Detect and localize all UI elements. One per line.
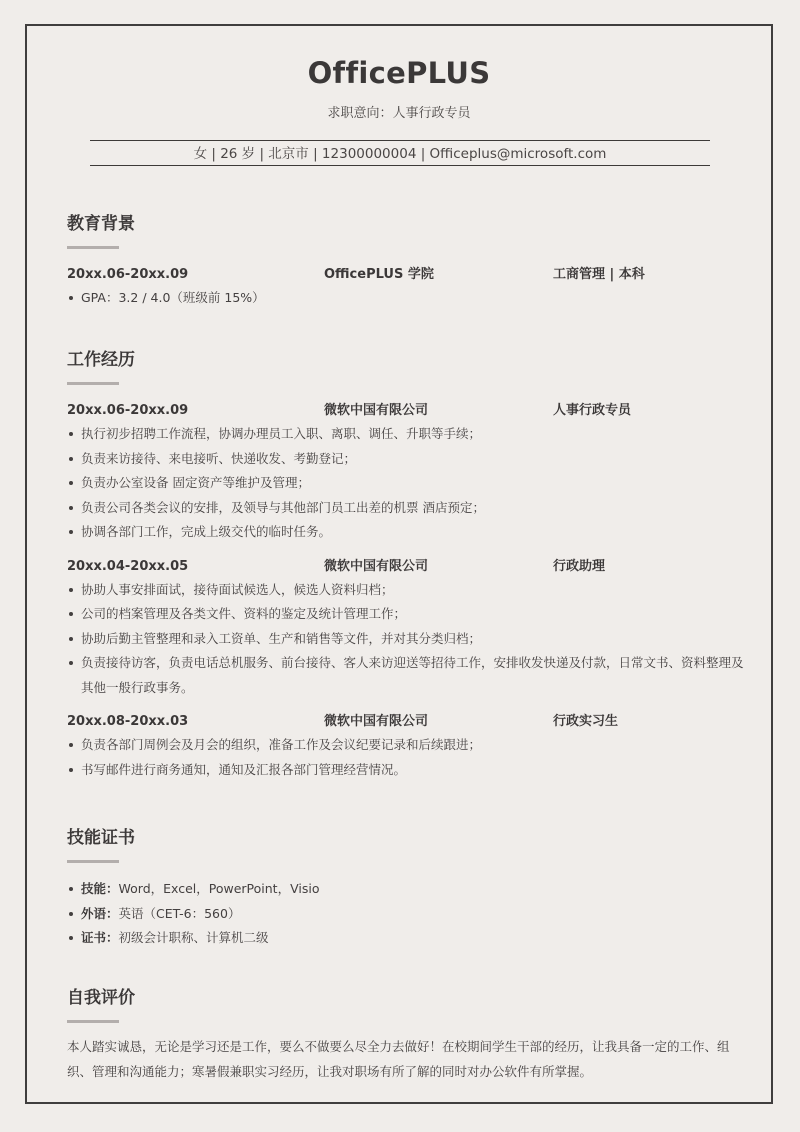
skill-key: 技能： (81, 881, 119, 896)
list-item: 公司的档案管理及各类文件、资料的鉴定及统计管理工作； (67, 602, 747, 627)
job-date: 20xx.04-20xx.05 (67, 558, 189, 574)
work-section (67, 348, 747, 782)
list-item (67, 926, 747, 951)
job-bullets (67, 578, 747, 701)
job-date: 20xx.08-20xx.03 (67, 714, 189, 729)
list-item (67, 877, 747, 902)
education-major: 工商管理 | 本科 (553, 267, 645, 282)
list-item: 负责来访接待、来电接听、快递收发、考勤登记； (67, 447, 747, 472)
job-company: 微软中国有限公司 (324, 558, 429, 574)
list-item (67, 902, 747, 927)
education-section (67, 212, 747, 311)
list-item: 负责接待访客，负责电话总机服务、前台接待、客人来访迎送等招待工作，安排收发快递及付款，日常文书、资料整理及其他一般行政事务。 (67, 651, 747, 700)
skill-key: 外语： (81, 905, 119, 921)
job-role: 行政实习生 (553, 714, 619, 729)
evaluation-text: 本人踏实诚恳，无论是学习还是工作，要么不做要么尽全力去做好！在校期间学生干部的经历，让我具备一定的工作、组织、管理和沟通能力；寒暑假兼职实习经历，让我对职场有所了解的同时对办公软件有所掌握。 (67, 1039, 730, 1079)
section-divider (67, 860, 119, 863)
resume-page (25, 24, 773, 1104)
job-date: 20xx.06-20xx.09 (67, 403, 189, 418)
education-entry-header (67, 264, 747, 286)
education-title: 教育背景 (67, 214, 135, 234)
education-school: OfficePLUS 学院 (324, 267, 434, 282)
candidate-name: OfficePLUS (307, 56, 491, 90)
list-item: 负责公司各类会议的安排，及领导与其他部门员工出差的机票 酒店预定； (67, 496, 747, 521)
list-item: 书写邮件进行商务通知，通知及汇报各部门管理经营情况。 (67, 758, 747, 783)
job-role: 行政助理 (553, 558, 606, 574)
job-company: 微软中国有限公司 (324, 403, 429, 418)
list-item: 协助后勤主管整理和录入工资单、生产和销售等文件，并对其分类归档； (67, 627, 747, 652)
education-bullets (67, 286, 747, 311)
skill-value: 初级会计职称、计算机二级 (118, 930, 269, 945)
job-bullets (67, 733, 747, 782)
evaluation-title: 自我评价 (67, 988, 135, 1008)
evaluation-section (67, 986, 747, 1084)
list-item: 执行初步招聘工作流程，协调办理员工入职、离职、调任、升职等手续； (67, 422, 747, 447)
list-item: 协调各部门工作，完成上级交代的临时任务。 (67, 520, 747, 545)
skill-value: Word，Excel，PowerPoint，Visio (118, 881, 320, 896)
skills-section (67, 826, 747, 951)
job-intention: 求职意向：人事行政专员 (327, 106, 471, 121)
list-item: 负责各部门周例会及月会的组织，准备工作及会议纪要记录和后续跟进； (67, 733, 747, 758)
job-bullets (67, 422, 747, 545)
skill-key: 证书： (81, 930, 119, 945)
work-title: 工作经历 (67, 350, 135, 370)
job-entry-header (67, 711, 747, 733)
section-divider (67, 1020, 119, 1023)
contact-info: 女 | 26 岁 | 北京市 | 12300000004 | Officeplus@microsoft.com (90, 140, 710, 166)
skill-value: 英语（CET-6：560） (118, 905, 241, 921)
skills-bullets (67, 877, 747, 951)
job-company: 微软中国有限公司 (324, 714, 429, 729)
job-role: 人事行政专员 (553, 403, 632, 418)
job-entry-header (67, 400, 747, 422)
skills-title: 技能证书 (67, 828, 135, 848)
job-entry-header (67, 556, 747, 578)
section-divider (67, 382, 119, 385)
list-item: GPA：3.2 / 4.0（班级前 15%） (67, 286, 747, 311)
list-item: 负责办公室设备 固定资产等维护及管理； (67, 471, 747, 496)
list-item: 协助人事安排面试，接待面试候选人，候选人资料归档； (67, 578, 747, 603)
section-divider (67, 246, 119, 249)
education-date: 20xx.06-20xx.09 (67, 267, 189, 282)
